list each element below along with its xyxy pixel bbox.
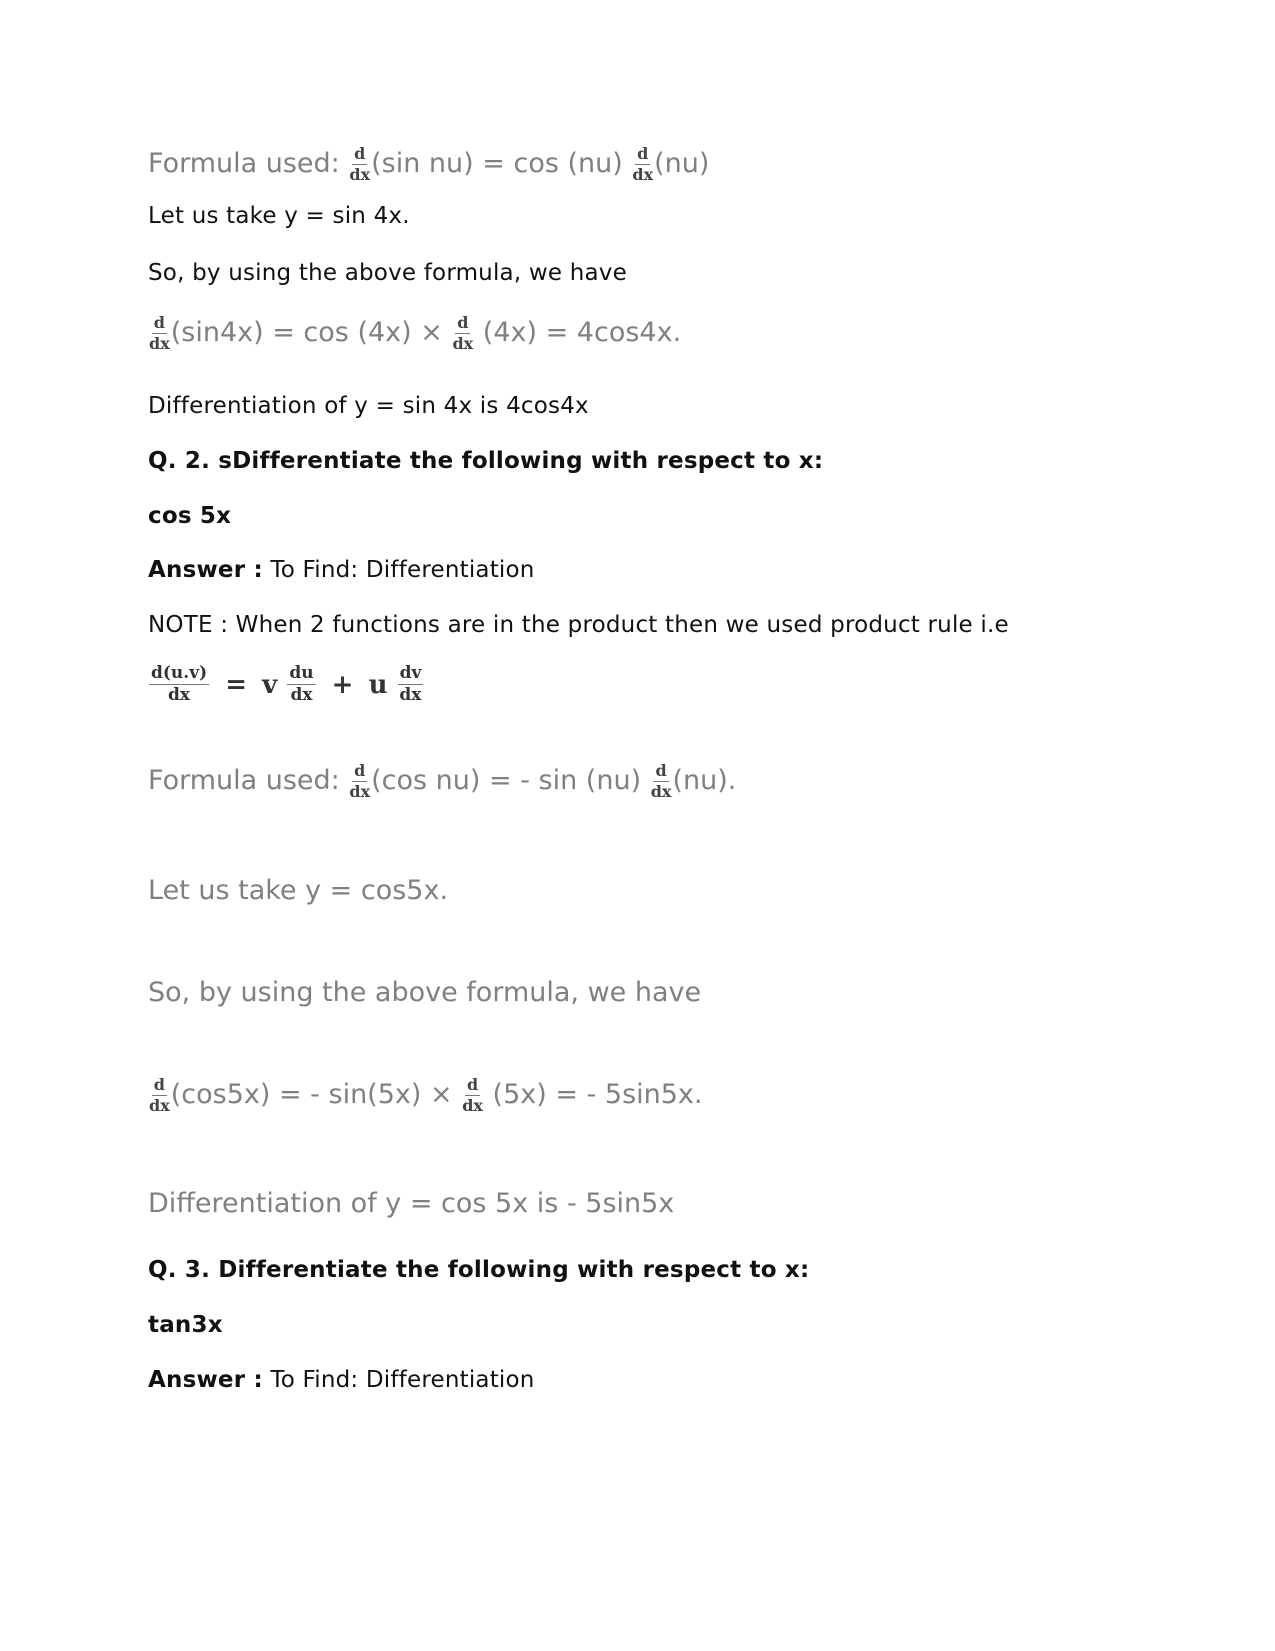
- answer-text: To Find: Differentiation: [262, 1367, 535, 1393]
- answer-label: Answer :: [148, 1367, 263, 1393]
- text-line: Differentiation of y = sin 4x is 4cos4x: [148, 393, 589, 419]
- question-heading: Q. 3. Differentiate the following with respect to x:: [148, 1257, 810, 1283]
- equation-part: (5x) = - 5sin5x.: [492, 1079, 703, 1110]
- text-line-image: Let us take y = cos5x.: [148, 875, 449, 906]
- question-expression: tan3x: [148, 1312, 223, 1338]
- product-rule: [148, 665, 424, 704]
- derivative-operator: $\frac{d}{dx}$: [149, 313, 170, 353]
- derivative-operator: $\frac{d}{dx}$: [349, 144, 371, 184]
- answer-line: [148, 557, 535, 583]
- derivative-operator: $\frac{d}{dx}$: [650, 761, 672, 801]
- answer-text: To Find: Differentiation: [262, 557, 535, 583]
- text-line: So, by using the above formula, we have: [148, 260, 627, 286]
- equation-sin4x: [148, 315, 681, 352]
- formula-cos: [148, 763, 736, 800]
- derivative-operator: $\frac{d}{dx}$: [149, 1075, 170, 1115]
- fraction-du-dx: $\frac{du}{dx}$: [289, 663, 314, 705]
- formula-part: (nu): [654, 148, 710, 179]
- variable-u: u: [368, 669, 388, 700]
- variable-v: v: [262, 669, 278, 700]
- formula-part: (cos nu) = - sin (nu): [371, 765, 642, 796]
- equation-part: (cos5x) = - sin(5x) ×: [170, 1079, 453, 1110]
- formula-prefix: Formula used:: [148, 148, 340, 179]
- fraction-lhs: $\frac{d(u.v)}{dx}$: [151, 663, 208, 705]
- answer-line: [148, 1367, 535, 1393]
- note-line: NOTE : When 2 functions are in the product then we used product rule i.e: [148, 612, 1009, 638]
- equation-part: (4x) = 4cos4x.: [482, 317, 682, 348]
- question-heading: Q. 2. sDifferentiate the following with respect to x:: [148, 448, 824, 474]
- text-line-image: Differentiation of y = cos 5x is - 5sin5x: [148, 1188, 675, 1219]
- text-line-image: So, by using the above formula, we have: [148, 977, 702, 1008]
- derivative-operator: $\frac{d}{dx}$: [462, 1075, 483, 1115]
- derivative-operator: $\frac{d}{dx}$: [632, 144, 654, 184]
- equation-part: (sin4x) = cos (4x) ×: [170, 317, 443, 348]
- equals-sign: =: [225, 669, 248, 700]
- formula-part: (nu).: [672, 765, 737, 796]
- answer-label: Answer :: [148, 557, 263, 583]
- fraction-dv-dx: $\frac{dv}{dx}$: [399, 663, 422, 705]
- formula-sin: [148, 146, 709, 183]
- derivative-operator: $\frac{d}{dx}$: [452, 313, 474, 353]
- equation-cos5x: [148, 1077, 702, 1114]
- formula-part: (sin nu) = cos (nu): [371, 148, 623, 179]
- plus-sign: +: [331, 669, 354, 700]
- formula-prefix: Formula used:: [148, 765, 340, 796]
- question-expression: cos 5x: [148, 503, 232, 529]
- derivative-operator: $\frac{d}{dx}$: [349, 761, 371, 801]
- text-line: Let us take y = sin 4x.: [148, 203, 410, 229]
